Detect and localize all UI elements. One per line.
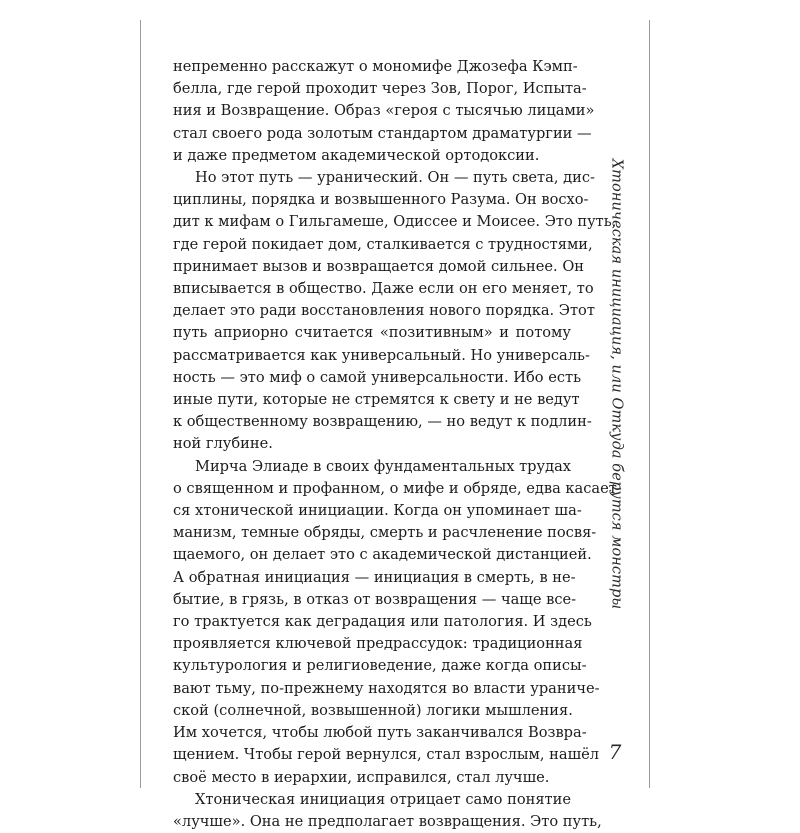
text-line: Мирча Элиаде в своих фундаментальных трудах bbox=[195, 457, 572, 475]
text-line: стал своего рода золотым стандартом драматургии — bbox=[173, 124, 592, 142]
text-line: иные пути, которые не стремятся к свету и не ведут bbox=[173, 391, 580, 409]
text-line: культурология и религиоведение, даже когда описы- bbox=[173, 657, 587, 675]
text-line: о священном и профанном, о мифе и обряде, едва касает- bbox=[173, 479, 622, 497]
paragraph-1 bbox=[173, 56, 595, 167]
text-line: бытие, в грязь, в отказ от возвращения — чаще все- bbox=[173, 590, 577, 608]
text-line: делает это ради восстановления нового порядка. Этот bbox=[173, 302, 595, 320]
text-line: вписывается в общество. Даже если он его меняет, то bbox=[173, 280, 594, 298]
text-line: непременно расскажут о мономифе Джозефа Кэмп- bbox=[173, 58, 578, 75]
running-head bbox=[601, 44, 631, 724]
paragraph-3 bbox=[173, 456, 622, 789]
text-line: ской (солнечной, возвышенной) логики мышления. bbox=[173, 701, 573, 719]
text-line: рассматривается как универсальный. Но универсаль- bbox=[173, 346, 590, 364]
text-line: ной глубине. bbox=[173, 435, 273, 453]
text-line: «лучше». Она не предполагает возвращения. Это путь, bbox=[173, 812, 602, 830]
text-line: проявляется ключевой предрассудок: традиционная bbox=[173, 635, 583, 653]
text-line: ния и Возвращение. Образ «героя с тысячью лицами» bbox=[173, 102, 595, 120]
text-line: принимает вызов и возвращается домой сильнее. Он bbox=[173, 257, 585, 275]
running-head-text: Хтоническая инициация, или Откуда берутся монстры bbox=[608, 158, 625, 610]
text-line: го трактуется как деградация или патология. И здесь bbox=[173, 613, 592, 631]
text-line: белла, где герой проходит через Зов, Порог, Испыта- bbox=[173, 80, 587, 98]
text-line: Но этот путь — уранический. Он — путь света, дис- bbox=[195, 169, 595, 187]
text-line: к общественному возвращению, — но ведут к подлин- bbox=[173, 413, 592, 431]
text-line: Им хочется, чтобы любой путь заканчивался Возвра- bbox=[173, 724, 587, 742]
text-line: манизм, темные обряды, смерть и расчленение посвя- bbox=[173, 524, 597, 542]
text-line: и даже предметом академической ортодоксии. bbox=[173, 146, 540, 164]
text-line: ность — это миф о самой универсальности. Ибо есть bbox=[173, 368, 582, 386]
text-line: щением. Чтобы герой вернулся, стал взрослым, нашёл bbox=[173, 746, 600, 764]
text-line: циплины, порядка и возвышенного Разума. Он восхо- bbox=[173, 191, 589, 209]
paragraph-4 bbox=[173, 789, 602, 833]
text-line: вают тьму, по-прежнему находятся во власти ураниче- bbox=[173, 679, 600, 697]
text-line: ся хтонической инициации. Когда он упоминает ша- bbox=[173, 502, 582, 520]
text-line: А обратная инициация — инициация в смерть, в не- bbox=[173, 568, 576, 586]
text-line: Хтоническая инициация отрицает само понятие bbox=[195, 790, 571, 808]
text-line: щаемого, он делает это с академической дистанцией. bbox=[173, 546, 592, 564]
page-number: 7 bbox=[608, 740, 622, 764]
book-page bbox=[140, 20, 650, 830]
text-line: где герой покидает дом, сталкивается с трудностями, bbox=[173, 235, 593, 253]
text-line: путь априорно считается «позитивным» и потому bbox=[173, 324, 571, 342]
text-line: дит к мифам о Гильгамеше, Одиссее и Моисее. Это путь, bbox=[173, 213, 617, 231]
paragraph-2 bbox=[173, 167, 617, 456]
text-line: своё место в иерархии, исправился, стал лучше. bbox=[173, 768, 550, 786]
